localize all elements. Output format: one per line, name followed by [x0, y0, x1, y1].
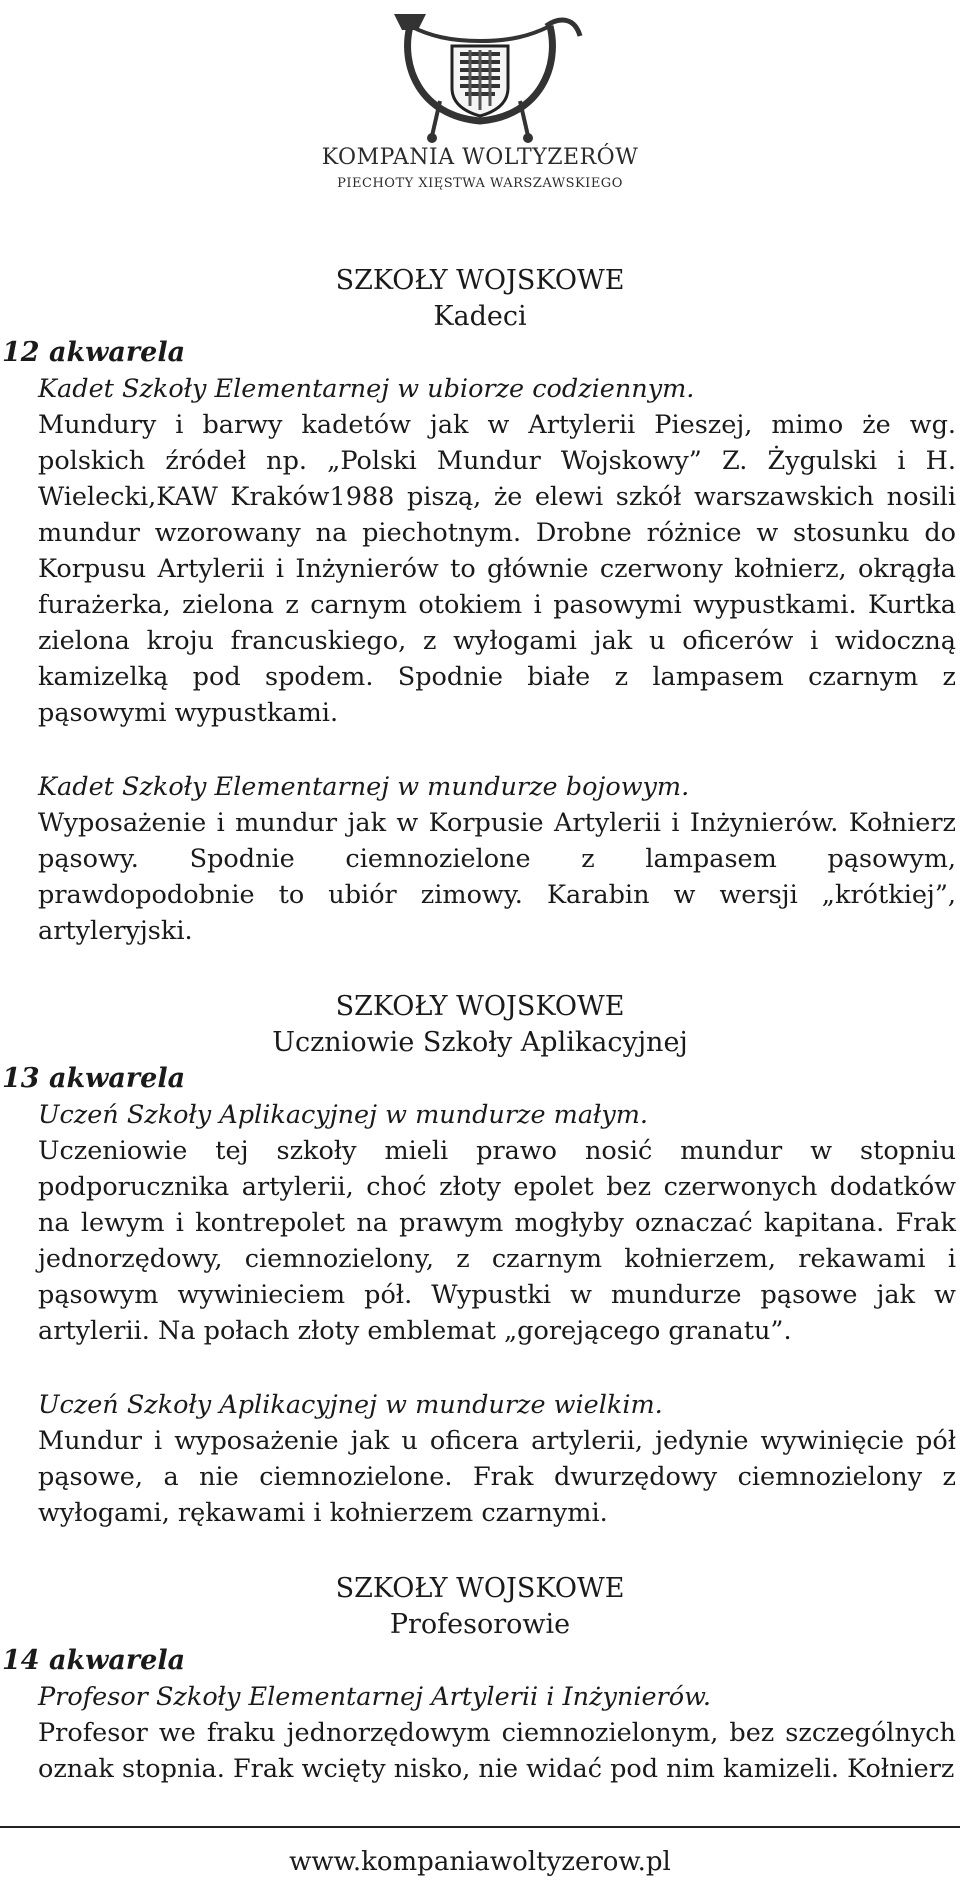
- section-heading: SZKOŁY WOJSKOWE: [335, 991, 625, 1022]
- section-heading: SZKOŁY WOJSKOWE: [335, 265, 625, 296]
- bugle-shield-logo-icon: [370, 6, 590, 146]
- entry: [0, 769, 960, 949]
- section-kadeci: [0, 263, 960, 949]
- akwarela-label: 12 akwarela: [2, 337, 186, 368]
- entry-title: Kadet Szkoły Elementarnej w ubiorze codziennym.: [38, 374, 695, 404]
- entry: [0, 371, 960, 731]
- entry-text: Uczeniowie tej szkoły mieli prawo nosić mundur w stopniu podporucznika artylerii, choć złoty epolet bez czerwonych dodatków na lewym i kontrepolet na prawym mogłyby oznaczać kapitana. Frak jednorzędowy, ciemnozielony, z czarnym kołnierzem, rekawami i pąsowym wywinieciem pół. Wypustki w mundurze pąsowe jak w artylerii. Na połach złoty emblemat „gorejącego granatu”.: [38, 1136, 956, 1346]
- entry: [0, 1679, 960, 1787]
- entry-title: Uczeń Szkoły Aplikacyjnej w mundurze wielkim.: [38, 1390, 663, 1420]
- section-subheading: Uczniowie Szkoły Aplikacyjnej: [272, 1027, 688, 1058]
- akwarela-label: 13 akwarela: [2, 1063, 186, 1094]
- entry-title: Kadet Szkoły Elementarnej w mundurze bojowym.: [38, 772, 690, 802]
- section-uczniowie: [0, 989, 960, 1531]
- section-heading: SZKOŁY WOJSKOWE: [335, 1573, 625, 1604]
- akwarela-label: 14 akwarela: [2, 1645, 186, 1676]
- section-profesorowie: [0, 1571, 960, 1787]
- footer-link[interactable]: www.kompaniawoltyzerow.pl: [289, 1847, 671, 1877]
- entry: [0, 1097, 960, 1349]
- document-body: [0, 263, 960, 1787]
- entry: [0, 1387, 960, 1531]
- entry-text: Profesor we fraku jednorzędowym ciemnozielonym, bez szczególnych oznak stopnia. Frak wcięty nisko, nie widać pod nim kamizeli. Kołnierz: [38, 1718, 956, 1784]
- entry-text: Mundury i barwy kadetów jak w Artylerii Pieszej, mimo że wg. polskich źródeł np. „Polski Mundur Wojskowy” Z. Żygulski i H. Wielecki,KAW Kraków1988 piszą, że elewi szkół warszawskich nosili mundur wzorowany na piechotnym. Drobne różnice w stosunku do Korpusu Artylerii i Inżynierów to głównie czerwony kołnierz, okrągła furażerka, zielona z carnym otokiem i pasowymi wypustkami. Kurtka zielona kroju francuskiego, z wyłogami jak u oficerów i widoczną kamizelką pod spodem. Spodnie białe z lampasem czarnym z pąsowymi wypustkami.: [38, 410, 956, 728]
- section-subheading: Profesorowie: [389, 1609, 571, 1640]
- section-subheading: Kadeci: [433, 301, 527, 332]
- entry-title: Uczeń Szkoły Aplikacyjnej w mundurze małym.: [38, 1100, 649, 1130]
- footer-divider: [0, 1826, 960, 1828]
- logo-subtitle: PIECHOTY XIĘSTWA WARSZAWSKIEGO: [337, 176, 623, 191]
- entry-text: Wyposażenie i mundur jak w Korpusie Artylerii i Inżynierów. Kołnierz pąsowy. Spodnie ciemnozielone z lampasem pąsowym, prawdopodobnie to ubiór zimowy. Karabin w wersji „krótkiej”, artyleryjski.: [38, 808, 956, 946]
- entry-text: Mundur i wyposażenie jak u oficera artylerii, jedynie wywinięcie pół pąsowe, a nie ciemnozielone. Frak dwurzędowy ciemnozielony z wyłogami, rękawami i kołnierzem czarnymi.: [38, 1426, 956, 1528]
- logo-name: KOMPANIA WOLTYZERÓW: [321, 145, 639, 170]
- entry-title: Profesor Szkoły Elementarnej Artylerii i Inżynierów.: [38, 1682, 711, 1712]
